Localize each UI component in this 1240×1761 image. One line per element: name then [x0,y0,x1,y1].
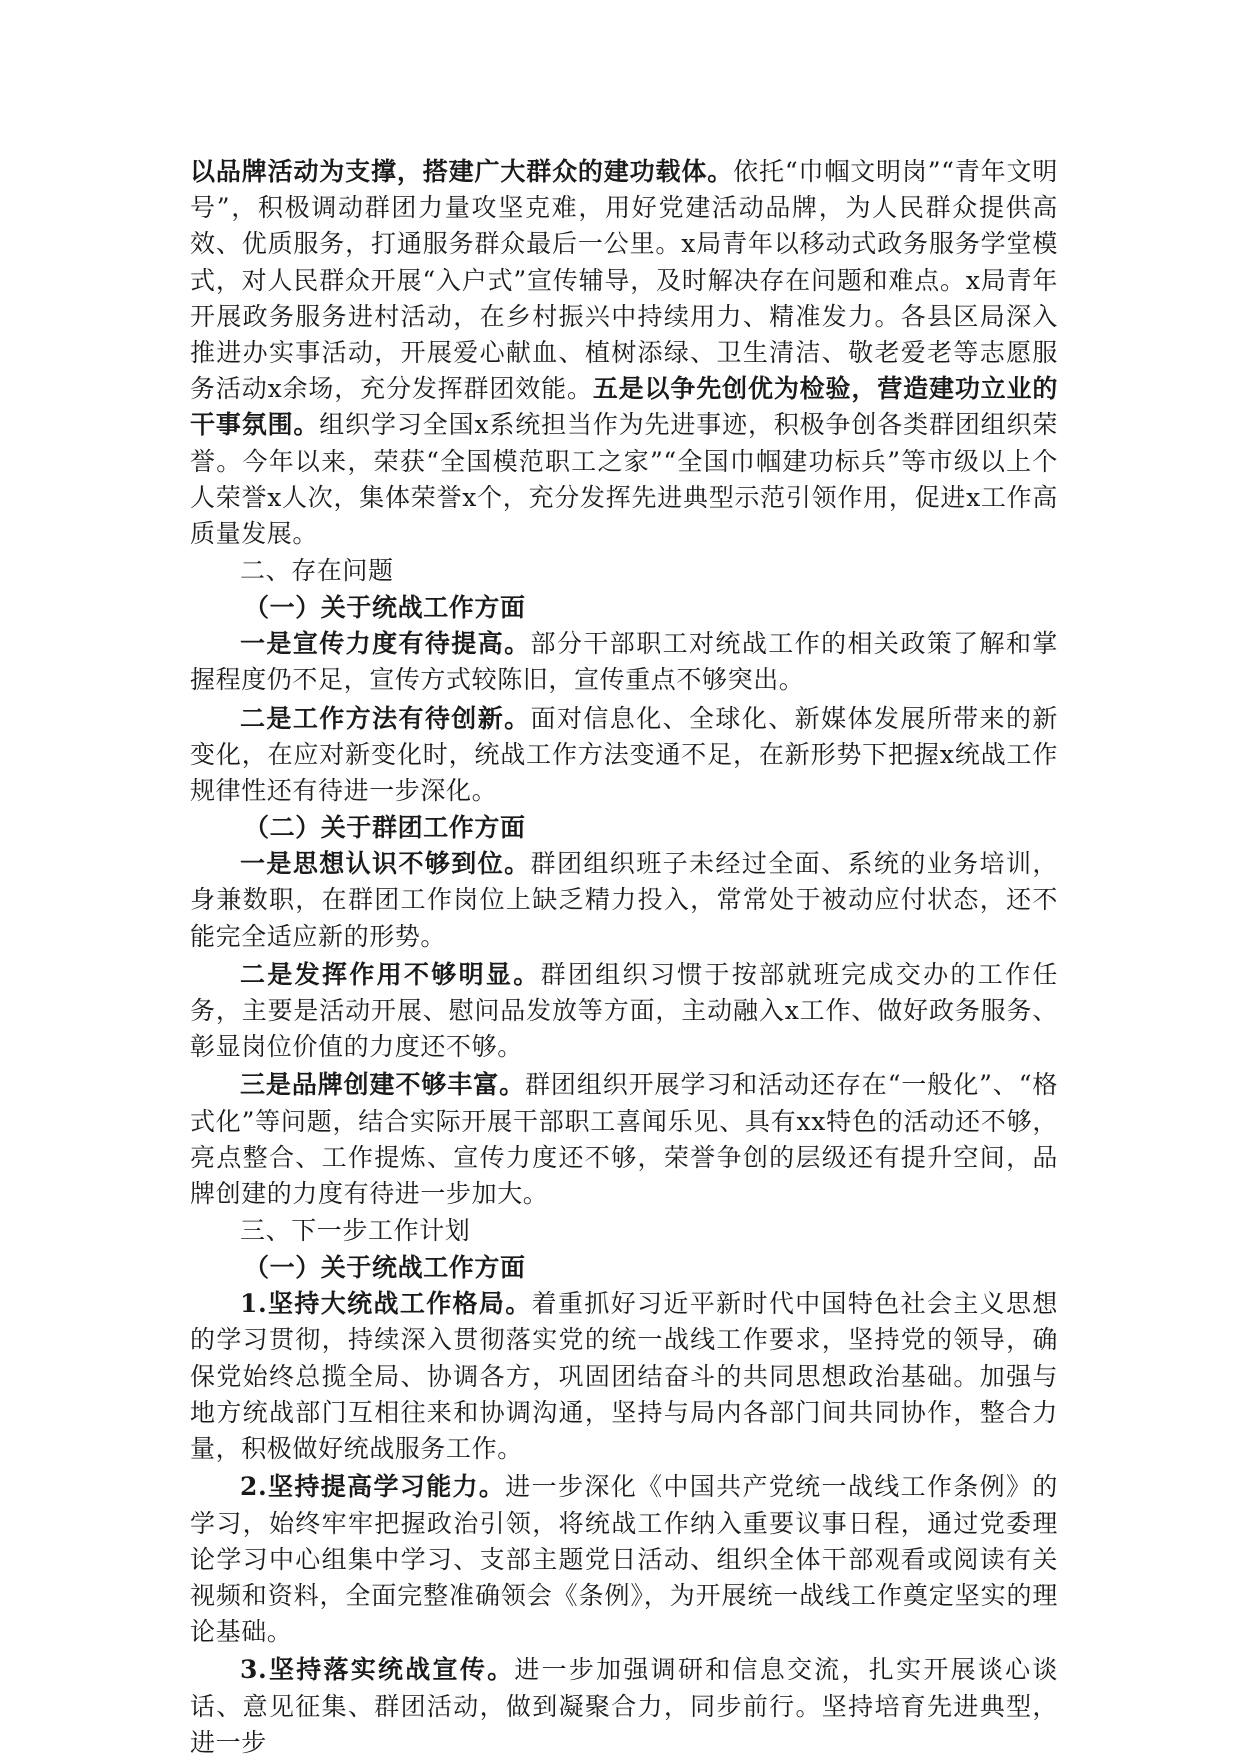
paragraph-text: 群团组织习惯于按部就班完成交办的工作任务，主要是活动开展、慰问品发放等方面，主动融入x工作、做好政务服务、彰显岗位价值的力度还不够。 [190,959,1058,1062]
bold-lead: 以品牌活动为支撑，搭建广大群众的建功载体。 [190,157,734,186]
paragraph-brand-activities [190,154,1058,552]
paragraph-text: 群团组织班子未经过全面、系统的业务培训，身兼数职，在群团工作岗位上缺乏精力投入，常常处于被动应付状态，还不能完全适应新的形势。 [190,849,1058,951]
paragraph-publicity-plan [190,1652,1058,1761]
bold-lead: 五是以争先创优为检验，营造建功立业的干事氛围。 [190,374,1059,440]
subsection-heading-mass-org: （二）关于群团工作方面 [244,813,526,843]
bold-lead: 三是品牌创建不够丰富。 [240,1070,525,1100]
subsection-heading-united-front-plan: （一）关于统战工作方面 [244,1253,526,1283]
paragraph-publicity [190,626,1058,698]
bold-lead: 二是发挥作用不够明显。 [240,959,541,989]
paragraph-text: 进一步深化《中国共产党统一战线工作条例》的学习，始终牢牢把握政治引领，将统战工作纳入重要议事日程，通过党委理论学习中心组集中学习、支部主题党日活动、组织全体干部观看或阅读有关视频和资料，全面完整准确领会《条例》，为开展统一战线工作奠定坚实的理论基础。 [190,1472,1058,1647]
paragraph-text: 依托“巾帼文明岗”“青年文明号”，积极调动群团力量攻坚克难，用好党建活动品牌，为人民群众提供高效、优质服务，打通服务群众最后一公里。x局青年以移动式政务服务学堂模式，对人民群众开展“入户式”宣传辅导，及时解决存在问题和难点。x局青年开展政务服务进村活动，在乡村振兴中持续用力、精准发力。各县区局深入推进办实事活动，开展爱心献血、植树添绿、卫生清洁、敬老爱老等志愿服务活动x余场，充分发挥群团效能。 [190,157,1058,404]
paragraph-pattern [190,1286,1058,1467]
paragraph-text: 群团组织开展学习和活动还存在“一般化”、“格式化”等问题，结合实际开展干部职工喜闻乐见、具有xx特色的活动还不够，亮点整合、工作提炼、宣传力度还不够，荣誉争创的层级还有提升空间，品牌创建的力度有待进一步加大。 [190,1070,1059,1209]
bold-lead: 2.坚持提高学习能力。 [240,1472,506,1502]
bold-lead: 3.坚持落实统战宣传。 [240,1655,515,1685]
paragraph-brand-building [190,1067,1058,1212]
paragraph-learning [190,1469,1058,1650]
paragraph-text: 部分干部职工对统战工作的相关政策了解和掌握程度仍不足，宣传方式较陈旧，宣传重点不够突出。 [190,629,1058,695]
bold-lead: 一是宣传力度有待提高。 [240,629,531,659]
paragraph-awareness [190,846,1058,955]
section-heading-next-plan: 三、下一步工作计划 [240,1216,471,1246]
document-page [190,154,1058,1761]
paragraph-role [190,957,1058,1066]
section-heading-problems: 二、存在问题 [240,556,394,586]
paragraph-text: 着重抓好习近平新时代中国特色社会主义思想的学习贯彻，持续深入贯彻落实党的统一战线工作要求，坚持党的领导，确保党始终总揽全局、协调各方，巩固团结奋斗的共同思想政治基础。加强与地方统战部门互相往来和协调沟通，坚持与局内各部门间共同协作，整合力量，积极做好统战服务工作。 [190,1289,1058,1464]
paragraph-text: 面对信息化、全球化、新媒体发展所带来的新变化，在应对新变化时，统战工作方法变通不足，在新形势下把握x统战工作规律性还有待进一步深化。 [190,703,1058,806]
paragraph-text: 进一步加强调研和信息交流，扎实开展谈心谈话、意见征集、群团活动，做到凝聚合力，同步前行。坚持培育先进典型，进一步 [190,1655,1058,1757]
bold-lead: 1.坚持大统战工作格局。 [240,1289,532,1319]
paragraph-text: 组织学习全国x系统担当作为先进事迹，积极争创各类群团组织荣誉。今年以来，荣获“全国模范职工之家”“全国巾帼建功标兵”等市级以上个人荣誉x人次，集体荣誉x个，充分发挥先进典型示范引领作用，促进x工作高质量发展。 [190,410,1058,549]
paragraph-methods [190,701,1058,810]
bold-lead: 二是工作方法有待创新。 [240,703,531,733]
subsection-heading-united-front: （一）关于统战工作方面 [244,593,526,623]
bold-lead: 一是思想认识不够到位。 [240,849,531,879]
